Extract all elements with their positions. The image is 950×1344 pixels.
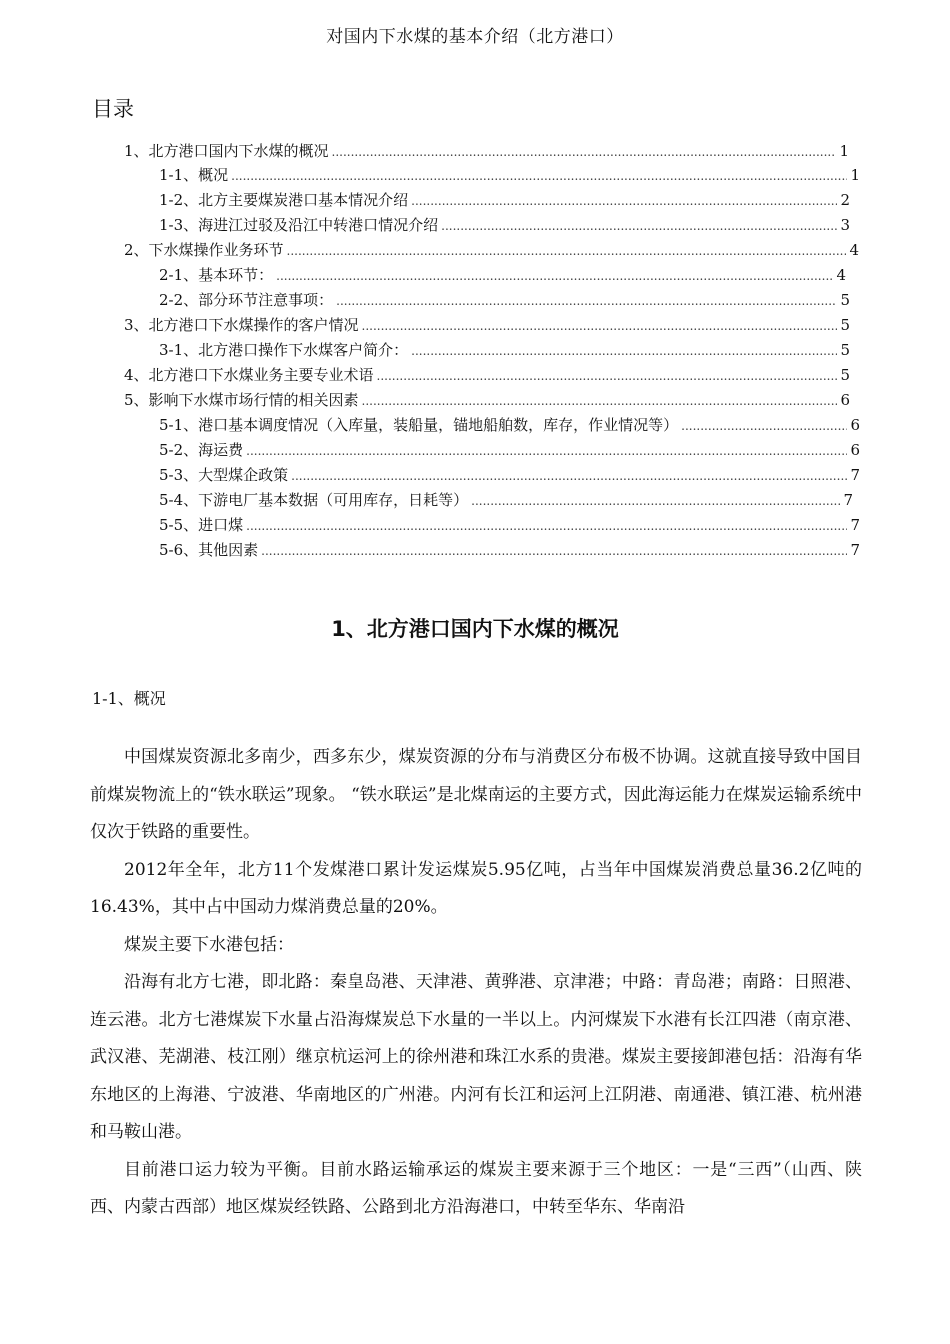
toc-leader-dots	[261, 541, 847, 561]
toc-entry-page: 6	[850, 416, 860, 434]
toc-leader-dots	[246, 516, 847, 536]
toc-entry[interactable]	[159, 165, 860, 185]
toc-entry-label: 1-3、海进江过驳及沿江中转港口情况介绍	[159, 216, 439, 234]
page-header-title: 对国内下水煤的基本介绍（北方港口）	[326, 27, 624, 47]
toc-leader-dots	[231, 166, 847, 186]
subsection-heading: 1-1、概况	[92, 689, 166, 708]
toc-entry-page: 1	[850, 166, 860, 184]
toc-entry-page: 3	[840, 216, 850, 234]
body-paragraph: 沿海有北方七港，即北路：秦皇岛港、天津港、黄骅港、京津港；中路：青岛港；南路：日照港、连云港。北方七港煤炭下水量占沿海煤炭总下水量的一半以上。内河煤炭下水港有长江四港（南京港、武汉港、芜湖港、枝江刚）继京杭运河上的徐州港和珠江水系的贵港。煤炭主要接卸港包括：沿海有华东地区的上海港、宁波港、华南地区的广州港。内河有长江和运河上江阴港、南通港、镇江港、杭州港和马鞍山港。	[90, 972, 862, 1142]
toc-entry-page: 5	[840, 316, 850, 334]
toc-title: 目录	[92, 97, 134, 121]
toc-entry[interactable]	[159, 190, 850, 210]
toc-entry-label: 5-3、大型煤企政策	[159, 466, 289, 484]
toc-entry-label: 2-2、部分环节注意事项：	[159, 291, 334, 309]
toc-leader-dots	[681, 416, 847, 436]
toc-leader-dots	[411, 191, 837, 211]
toc-entry-page: 7	[850, 466, 860, 484]
toc-entry[interactable]	[124, 365, 850, 385]
toc-entry-label: 2、下水煤操作业务环节	[124, 241, 284, 259]
toc-entry-label: 1、北方港口国内下水煤的概况	[124, 142, 329, 160]
toc-entry-label: 5-6、其他因素	[159, 541, 259, 559]
toc-entry[interactable]	[159, 515, 860, 535]
toc-entry-page: 7	[850, 541, 860, 559]
toc-entry-page: 5	[840, 366, 850, 384]
toc-entry-label: 1-2、北方主要煤炭港口基本情况介绍	[159, 191, 409, 209]
toc-leader-dots	[287, 241, 847, 261]
toc-leader-dots	[411, 341, 837, 361]
toc-leader-dots	[291, 466, 847, 486]
toc-leader-dots	[362, 391, 838, 411]
toc-entry-page: 7	[843, 491, 853, 509]
body-paragraph: 中国煤炭资源北多南少，西多东少，煤炭资源的分布与消费区分布极不协调。这就直接导致中国目前煤炭物流上的“铁水联运”现象。 “铁水联运”是北煤南运的主要方式，因此海运能力在煤炭运输系统中仅次于铁路的重要性。	[90, 747, 862, 842]
toc-entry-page: 6	[840, 391, 850, 409]
toc-entry-page: 2	[840, 191, 850, 209]
toc-entry-page: 4	[836, 266, 846, 284]
body-paragraph: 煤炭主要下水港包括：	[124, 934, 294, 955]
toc-entry-page: 1	[839, 142, 849, 160]
toc-entry[interactable]	[124, 141, 849, 161]
toc-leader-dots	[332, 142, 837, 162]
toc-entry[interactable]	[159, 340, 850, 360]
toc-entry-label: 3、北方港口下水煤操作的客户情况	[124, 316, 359, 334]
section-body	[90, 739, 862, 1227]
toc-leader-dots	[276, 266, 833, 286]
toc-entry-label: 5-2、海运费	[159, 441, 244, 459]
toc-leader-dots	[471, 491, 840, 511]
toc-entry[interactable]	[159, 440, 860, 460]
body-paragraph: 2012年全年，北方11个发煤港口累计发运煤炭5.95亿吨，占当年中国煤炭消费总量36.2亿吨的16.43%，其中占中国动力煤消费总量的20%。	[90, 859, 862, 917]
toc-entry-page: 6	[850, 441, 860, 459]
toc-entry-label: 1-1、概况	[159, 166, 229, 184]
toc-entry[interactable]	[124, 390, 850, 410]
toc-entry[interactable]	[159, 415, 860, 435]
toc-entry[interactable]	[159, 465, 860, 485]
toc-entry[interactable]	[124, 240, 859, 260]
toc-entry[interactable]	[124, 315, 850, 335]
toc-entry-page: 4	[849, 241, 859, 259]
toc-leader-dots	[377, 366, 838, 386]
toc-entry-page: 5	[840, 291, 850, 309]
toc-entry[interactable]	[159, 490, 853, 510]
section-heading: 1、北方港口国内下水煤的概况	[331, 617, 619, 641]
body-paragraph: 目前港口运力较为平衡。目前水路运输承运的煤炭主要来源于三个地区：一是“三西”（山西、陕西、内蒙古西部）地区煤炭经铁路、公路到北方沿海港口，中转至华东、华南沿	[90, 1159, 862, 1217]
toc-entry[interactable]	[159, 540, 860, 560]
toc-entry-page: 5	[840, 341, 850, 359]
toc-entry-label: 2-1、基本环节：	[159, 266, 274, 284]
toc-entry[interactable]	[159, 215, 850, 235]
toc-entry[interactable]	[159, 290, 850, 310]
toc-leader-dots	[336, 291, 837, 311]
toc-leader-dots	[362, 316, 838, 336]
toc-entry[interactable]	[159, 265, 846, 285]
toc-entry-label: 5-1、港口基本调度情况（入库量，装船量，锚地船舶数，库存，作业情况等）	[159, 416, 679, 434]
toc-leader-dots	[441, 216, 837, 236]
toc-entry-page: 7	[850, 516, 860, 534]
toc-entry-label: 3-1、北方港口操作下水煤客户简介：	[159, 341, 409, 359]
toc-leader-dots	[246, 441, 847, 461]
toc-entry-label: 5-5、进口煤	[159, 516, 244, 534]
toc-entry-label: 5-4、下游电厂基本数据（可用库存，日耗等）	[159, 491, 469, 509]
toc-entry-label: 4、北方港口下水煤业务主要专业术语	[124, 366, 374, 384]
toc-entry-label: 5、影响下水煤市场行情的相关因素	[124, 391, 359, 409]
